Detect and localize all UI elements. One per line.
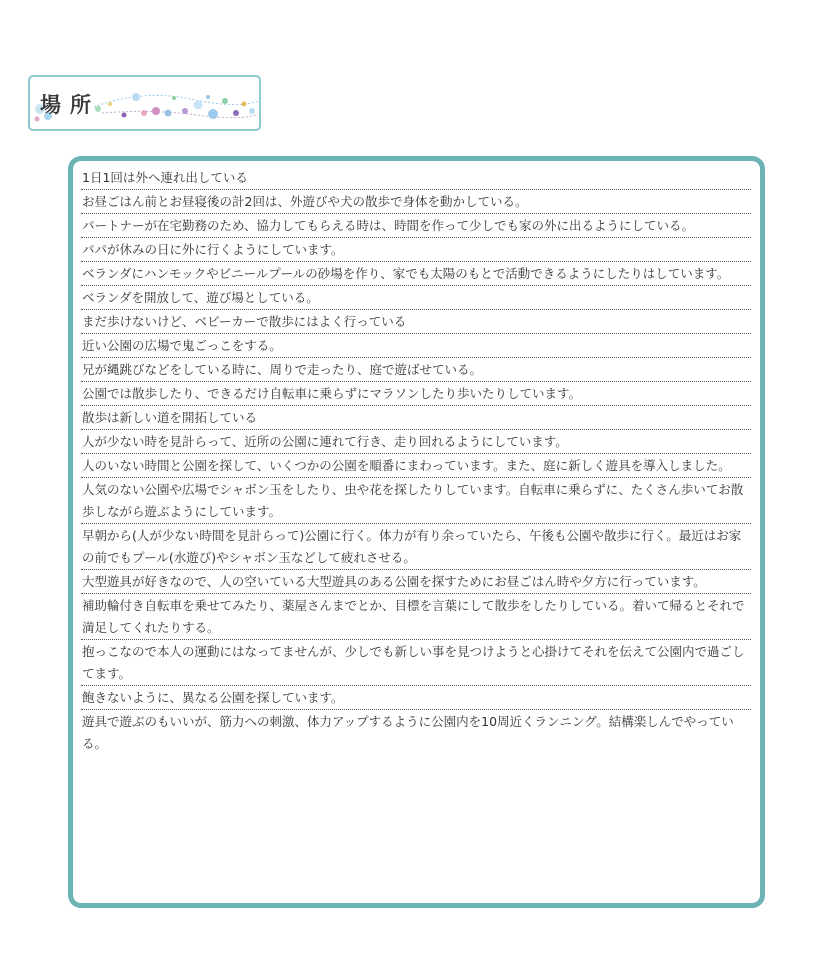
list-item: 大型遊具が好きなので、人の空いている大型遊具のある公園を探すためにお昼ごはん時や夕方に行っています。 xyxy=(81,570,751,594)
heading-title: 場所 xyxy=(40,93,100,117)
list-item: 飽きないように、異なる公園を探しています。 xyxy=(81,686,751,710)
entries-panel xyxy=(68,156,765,908)
list-item: 散歩は新しい道を開拓している xyxy=(81,406,751,430)
list-item: ベランダを開放して、遊び場としている。 xyxy=(81,286,751,310)
list-item: 抱っこなので本人の運動にはなってませんが、少しでも新しい事を見つけようと心掛けてそれを伝えて公園内で過ごしてます。 xyxy=(81,640,751,686)
list-item: 1日1回は外へ連れ出している xyxy=(81,166,751,190)
list-item: 公園では散歩したり、できるだけ自転車に乗らずにマラソンしたり歩いたりしています。 xyxy=(81,382,751,406)
list-item: パパが休みの日に外に行くようにしています。 xyxy=(81,238,751,262)
list-item: まだ歩けないけど、ベビーカーで散歩にはよく行っている xyxy=(81,310,751,334)
list-item: パートナーが在宅勤務のため、協力してもらえる時は、時間を作って少しでも家の外に出るようにしている。 xyxy=(81,214,751,238)
list-item: 人のいない時間と公園を探して、いくつかの公園を順番にまわっています。また、庭に新しく遊具を導入しました。 xyxy=(81,454,751,478)
list-item: お昼ごはん前とお昼寝後の計2回は、外遊びや犬の散歩で身体を動かしている。 xyxy=(81,190,751,214)
list-item: 兄が縄跳びなどをしている時に、周りで走ったり、庭で遊ばせている。 xyxy=(81,358,751,382)
list-item: 近い公園の広場で鬼ごっこをする。 xyxy=(81,334,751,358)
list-item: 人が少ない時を見計らって、近所の公園に連れて行き、走り回れるようにしています。 xyxy=(81,430,751,454)
list-item: ベランダにハンモックやビニールプールの砂場を作り、家でも太陽のもとで活動できるようにしたりはしています。 xyxy=(81,262,751,286)
list-item: 遊具で遊ぶのもいいが、筋力への刺激、体力アップするように公園内を10周近くランニング。結構楽しんでやっている。 xyxy=(82,714,734,751)
list-item: 早朝から(人が少ない時間を見計らって)公園に行く。体力が有り余っていたら、午後も公園や散歩に行く。最近はお家の前でもプール(水遊び)やシャボン玉などして疲れさせる。 xyxy=(81,524,751,570)
list-item: 人気のない公園や広場でシャボン玉をしたり、虫や花を探したりしています。自転車に乗らずに、たくさん歩いてお散歩しながら遊ぶようにしています。 xyxy=(81,478,751,524)
section-heading xyxy=(28,75,261,131)
list-item: 補助輪付き自転車を乗せてみたり、薬屋さんまでとか、目標を言葉にして散歩をしたりしている。着いて帰るとそれで満足してくれたりする。 xyxy=(81,594,751,640)
